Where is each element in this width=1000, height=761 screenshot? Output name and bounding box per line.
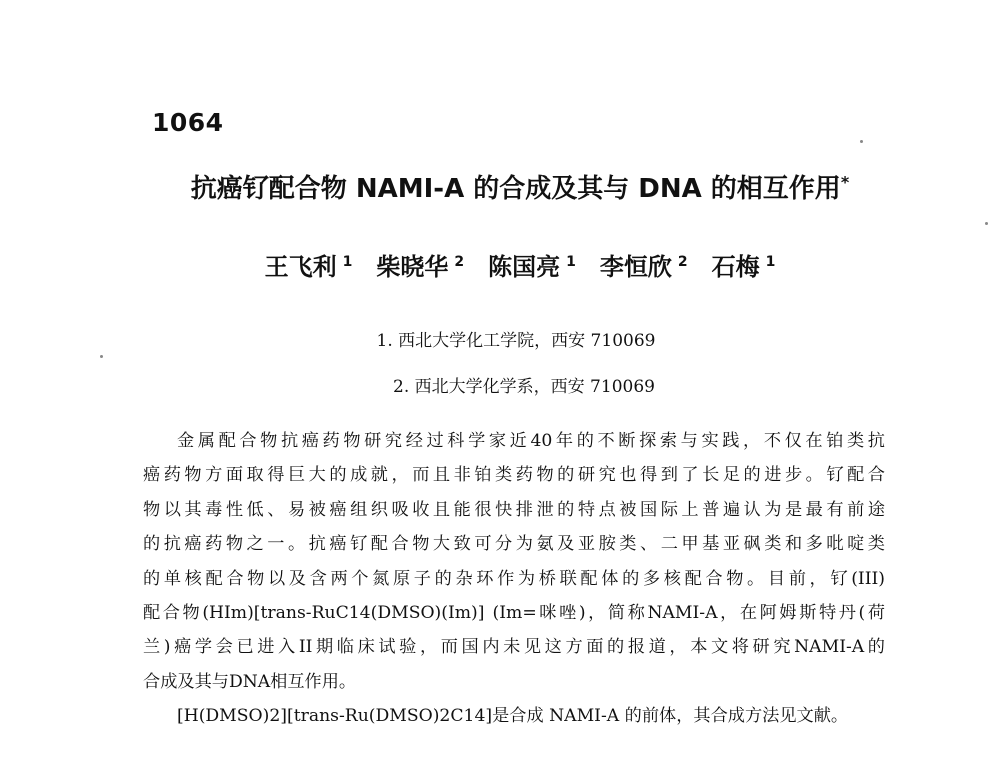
affiliation-1: 1. 西北大学化工学院，西安 710069 — [376, 331, 656, 351]
body-line: 的单核配合物以及含两个氮原子的杂环作为桥联配体的多核配合物。目前，钌(III) — [143, 568, 885, 589]
author-affil-mark: 2 — [677, 254, 688, 270]
author — [488, 247, 576, 282]
author-name: 柴晓华 — [376, 253, 449, 281]
author-affil-mark: 2 — [454, 254, 465, 270]
scan-speck — [985, 222, 988, 225]
author-name: 李恒欣 — [599, 253, 672, 281]
author-affil-mark: 1 — [566, 254, 576, 270]
body-line: 癌药物方面取得巨大的成就，而且非铂类药物的研究也得到了长足的进步。钌配合 — [143, 465, 885, 486]
paper-title — [140, 168, 900, 205]
body-line: 物以其毒性低、易被癌组织吸收且能很快排泄的特点被国际上普遍认为是最有前途 — [143, 499, 885, 520]
scan-speck — [100, 355, 103, 358]
body-paragraph — [143, 424, 885, 734]
author — [265, 247, 353, 282]
author-name: 王飞利 — [264, 253, 337, 281]
author-list — [200, 247, 840, 282]
author-affil-mark: 1 — [342, 254, 353, 270]
affiliation-2: 2. 西北大学化学系，西安 710069 — [393, 377, 655, 397]
author — [376, 247, 464, 282]
body-line: 兰)癌学会已进入II期临床试验，而国内未见这方面的报道，本文将研究NAMI-A的 — [143, 637, 885, 658]
title-footnote-mark: * — [840, 172, 850, 192]
author — [712, 247, 776, 282]
body-line: [H(DMSO)2][trans-Ru(DMSO)2C14]是合成 NAMI-A 的前体，其合成方法见文献。 — [177, 706, 849, 727]
author-affil-mark: 1 — [765, 254, 776, 270]
paper-title-text: 抗癌钌配合物 NAMI-A 的合成及其与 DNA 的相互作用 — [190, 174, 841, 204]
author-name: 陈国亮 — [488, 253, 561, 281]
body-line: 金属配合物抗癌药物研究经过科学家近40年的不断探索与实践，不仅在铂类抗 — [177, 431, 885, 451]
scan-speck — [860, 140, 863, 143]
author — [600, 247, 688, 282]
author-name: 石梅 — [711, 253, 760, 281]
body-line: 合成及其与DNA相互作用。 — [143, 671, 357, 692]
body-line: 配合物(HIm)[trans-RuC14(DMSO)(Im)] (Im=咪唑)，简称NAMI-A，在阿姆斯特丹(荷 — [143, 602, 885, 623]
body-line: 的抗癌药物之一。抗癌钌配合物大致可分为氨及亚胺类、二甲基亚砜类和多吡啶类 — [143, 534, 885, 555]
page-number: 1064 — [152, 108, 224, 137]
